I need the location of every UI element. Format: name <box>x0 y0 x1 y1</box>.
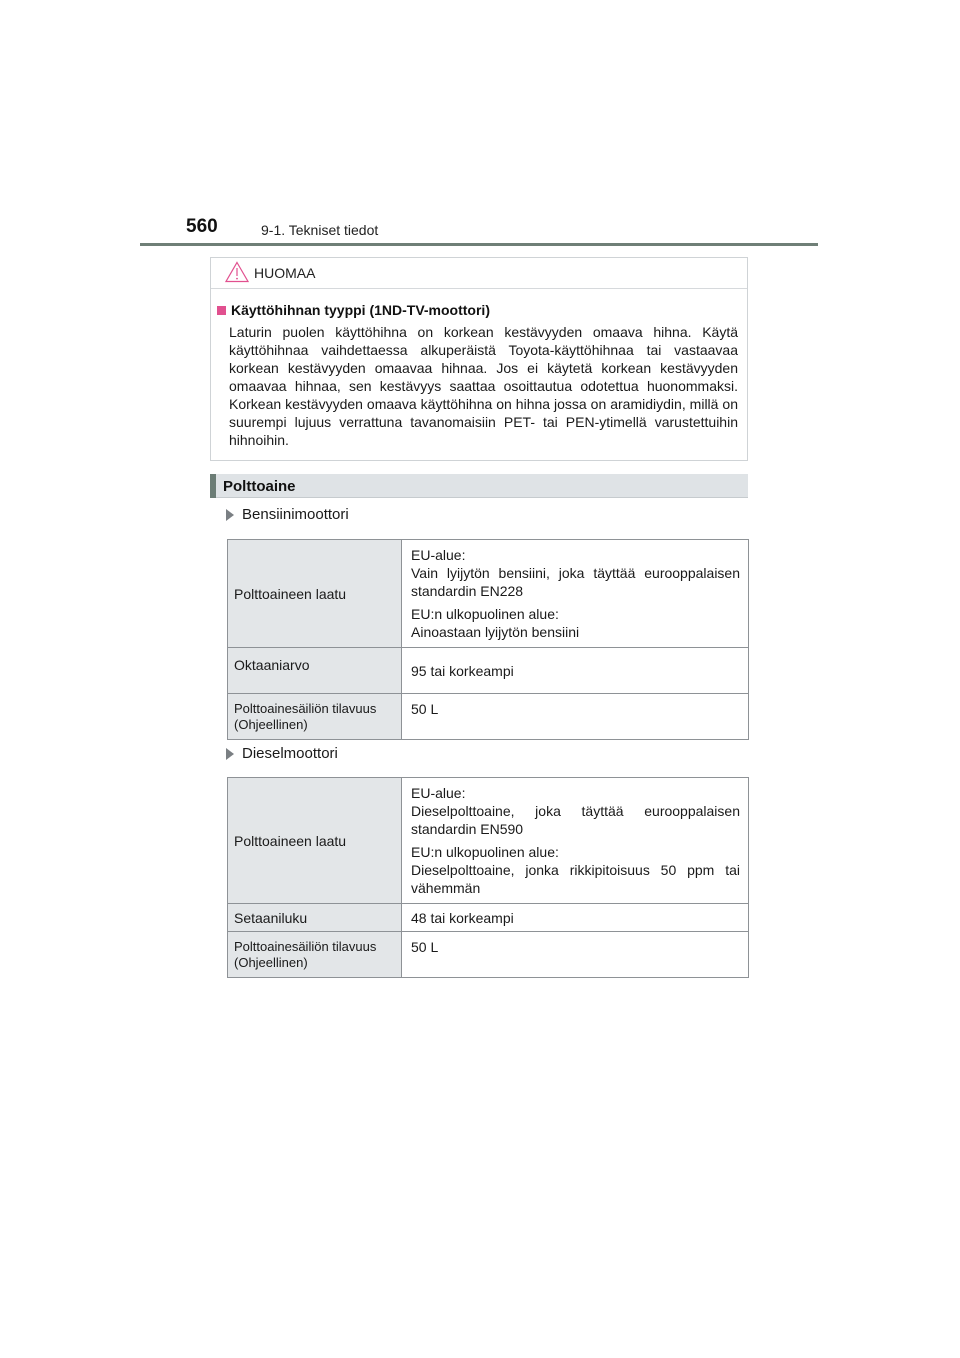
spec-value <box>402 778 749 904</box>
table-row <box>228 932 749 978</box>
notice-header <box>211 258 747 289</box>
section-bar-accent <box>210 474 216 498</box>
section-title: 9-1. Tekniset tiedot <box>261 222 379 238</box>
spec-key: Polttoainesäiliön tilavuus (Ohjeellinen) <box>228 932 402 978</box>
triangle-bullet-icon <box>226 509 234 521</box>
spec-key: Oktaaniarvo <box>228 648 402 694</box>
spec-key: Setaaniluku <box>228 904 402 932</box>
diesel-heading <box>226 745 338 762</box>
spec-key: Polttoaineen laatu <box>228 540 402 648</box>
page-number: 560 <box>186 216 218 237</box>
spec-value-line: EU-alue: Dieselpolttoaine, joka täyttää eurooppalaisen standardin EN590 <box>411 785 740 837</box>
notice-subtitle-text: Käyttöhihnan tyyppi (1ND-TV-moottori) <box>231 302 490 318</box>
petrol-heading <box>226 506 349 523</box>
page-header <box>0 0 960 250</box>
spec-value-line: EU-alue: Vain lyijytön bensiini, joka täyttää eurooppalaisen standardin EN228 <box>411 547 740 599</box>
notice-body <box>211 289 747 449</box>
triangle-bullet-icon <box>226 748 234 760</box>
petrol-spec-table <box>227 539 749 740</box>
spec-value-line: EU:n ulkopuolinen alue: Ainoastaan lyijytön bensiini <box>411 606 580 640</box>
diesel-spec-table <box>227 777 749 978</box>
square-bullet-icon <box>217 306 226 315</box>
header-divider <box>140 243 818 246</box>
spec-value: 50 L <box>402 694 749 740</box>
section-bar-title: Polttoaine <box>223 478 296 495</box>
table-row <box>228 904 749 932</box>
table-row <box>228 540 749 648</box>
notice-box <box>210 257 748 461</box>
diesel-heading-text: Dieselmoottori <box>242 745 338 762</box>
spec-key: Polttoaineen laatu <box>228 778 402 904</box>
section-bar <box>210 474 748 498</box>
spec-value: 48 tai korkeampi <box>402 904 749 932</box>
spec-key: Polttoainesäiliön tilavuus (Ohjeellinen) <box>228 694 402 740</box>
spec-value <box>402 540 749 648</box>
notice-text: Laturin puolen käyttöhihna on korkean kestävyyden omaava hihna. Käytä käyttöhihnaa vaihdettaessa alkuperäistä Toyota-käyttöhihnaa tai vastaavaa korkean kestävyyden omaavaa hihnaa. Jos ei käytetä korkean kestävyyden omaavaa hihnaa, sen kestävyys saattaa osoittautua odotettua huonommaksi. Korkean kestävyyden omaava käyttöhihna on hihna jossa on aramidiydin, millä on suurempi lujuus verrattuna tavanomaisiin PET- tai PEN-ytimellä varustettuihin hihnoihin. <box>229 324 738 448</box>
petrol-heading-text: Bensiinimoottori <box>242 506 349 523</box>
notice-subtitle <box>217 302 738 318</box>
table-row <box>228 694 749 740</box>
notice-title: HUOMAA <box>254 265 316 281</box>
spec-value: 50 L <box>402 932 749 978</box>
spec-value: 95 tai korkeampi <box>402 648 749 694</box>
table-row <box>228 778 749 904</box>
table-row <box>228 648 749 694</box>
spec-value-line: EU:n ulkopuolinen alue: Dieselpolttoaine, jonka rikkipitoisuus 50 ppm tai vähemmän <box>411 844 740 896</box>
warning-triangle-icon <box>225 261 249 283</box>
